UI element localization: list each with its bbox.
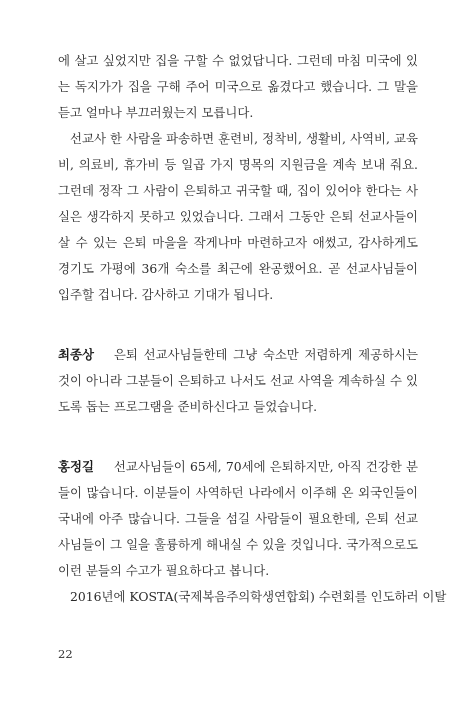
text-line: 사님들이 그 일을 훌륭하게 해내실 수 있을 것입니다. 국가적으로도 bbox=[58, 537, 418, 552]
text-line: 들이 많습니다. 이분들이 사역하던 나라에서 이주해 온 외국인들이 bbox=[58, 485, 418, 500]
text-line: 입주할 겁니다. 감사하고 기대가 됩니다. bbox=[58, 287, 274, 302]
paragraph bbox=[58, 584, 447, 610]
page-body bbox=[58, 48, 447, 610]
text-line: 것이 아니라 그분들이 은퇴하고 나서도 선교 사역을 계속하실 수 있 bbox=[58, 373, 418, 388]
dialogue-block bbox=[58, 454, 418, 584]
text-line: 은퇴 선교사님들한테 그냥 숙소만 저렴하게 제공하시는 bbox=[113, 347, 418, 362]
text-line: 에 살고 싶었지만 집을 구할 수 없었답니다. 그런데 마침 미국에 있 bbox=[58, 53, 418, 68]
text-line: 국내에 아주 많습니다. 그들을 섬길 사람들이 필요한데, 은퇴 선교 bbox=[58, 511, 418, 526]
text-line: 도록 돕는 프로그램을 준비하신다고 들었습니다. bbox=[58, 399, 318, 414]
text-line: 그런데 정작 그 사람이 은퇴하고 귀국할 때, 집이 있어야 한다는 사 bbox=[58, 183, 418, 198]
text-line: 선교사님들이 65세, 70세에 은퇴하지만, 아직 건강한 분 bbox=[113, 459, 418, 474]
text-line: 듣고 얼마나 부끄러웠는지 모릅니다. bbox=[58, 105, 254, 120]
text-line: 실은 생각하지 못하고 있었습니다. 그래서 그동안 은퇴 선교사들이 bbox=[58, 209, 418, 224]
speaker-name: 홍정길 bbox=[58, 459, 94, 474]
text-line: 선교사 한 사람을 파송하면 훈련비, 정착비, 생활비, 사역비, 교육 bbox=[70, 131, 418, 146]
paragraph bbox=[58, 126, 418, 308]
text-line: 2016년에 KOSTA(국제복음주의학생연합회) 수련회를 인도하러 이탈 bbox=[70, 589, 447, 604]
speaker-name: 최종상 bbox=[58, 347, 94, 362]
text-line: 살 수 있는 은퇴 마을을 작게나마 마련하고자 애썼고, 감사하게도 bbox=[58, 235, 418, 250]
text-line: 이런 분들의 수고가 필요하다고 봅니다. bbox=[58, 563, 270, 578]
dialogue-block bbox=[58, 342, 418, 420]
paragraph bbox=[58, 48, 418, 126]
dialogue-first-line bbox=[58, 342, 418, 368]
text-line: 비, 의료비, 휴가비 등 일곱 가지 명목의 지원금을 계속 보내 줘요. bbox=[58, 157, 418, 172]
text-line: 는 독지가가 집을 구해 주어 미국으로 옮겼다고 했습니다. 그 말을 bbox=[58, 79, 418, 94]
page-number: 22 bbox=[58, 647, 73, 661]
dialogue-first-line bbox=[58, 454, 418, 480]
section-gap bbox=[58, 420, 418, 454]
section-gap bbox=[58, 308, 418, 342]
text-line: 경기도 가평에 36개 숙소를 최근에 완공했어요. 곧 선교사님들이 bbox=[58, 261, 418, 276]
